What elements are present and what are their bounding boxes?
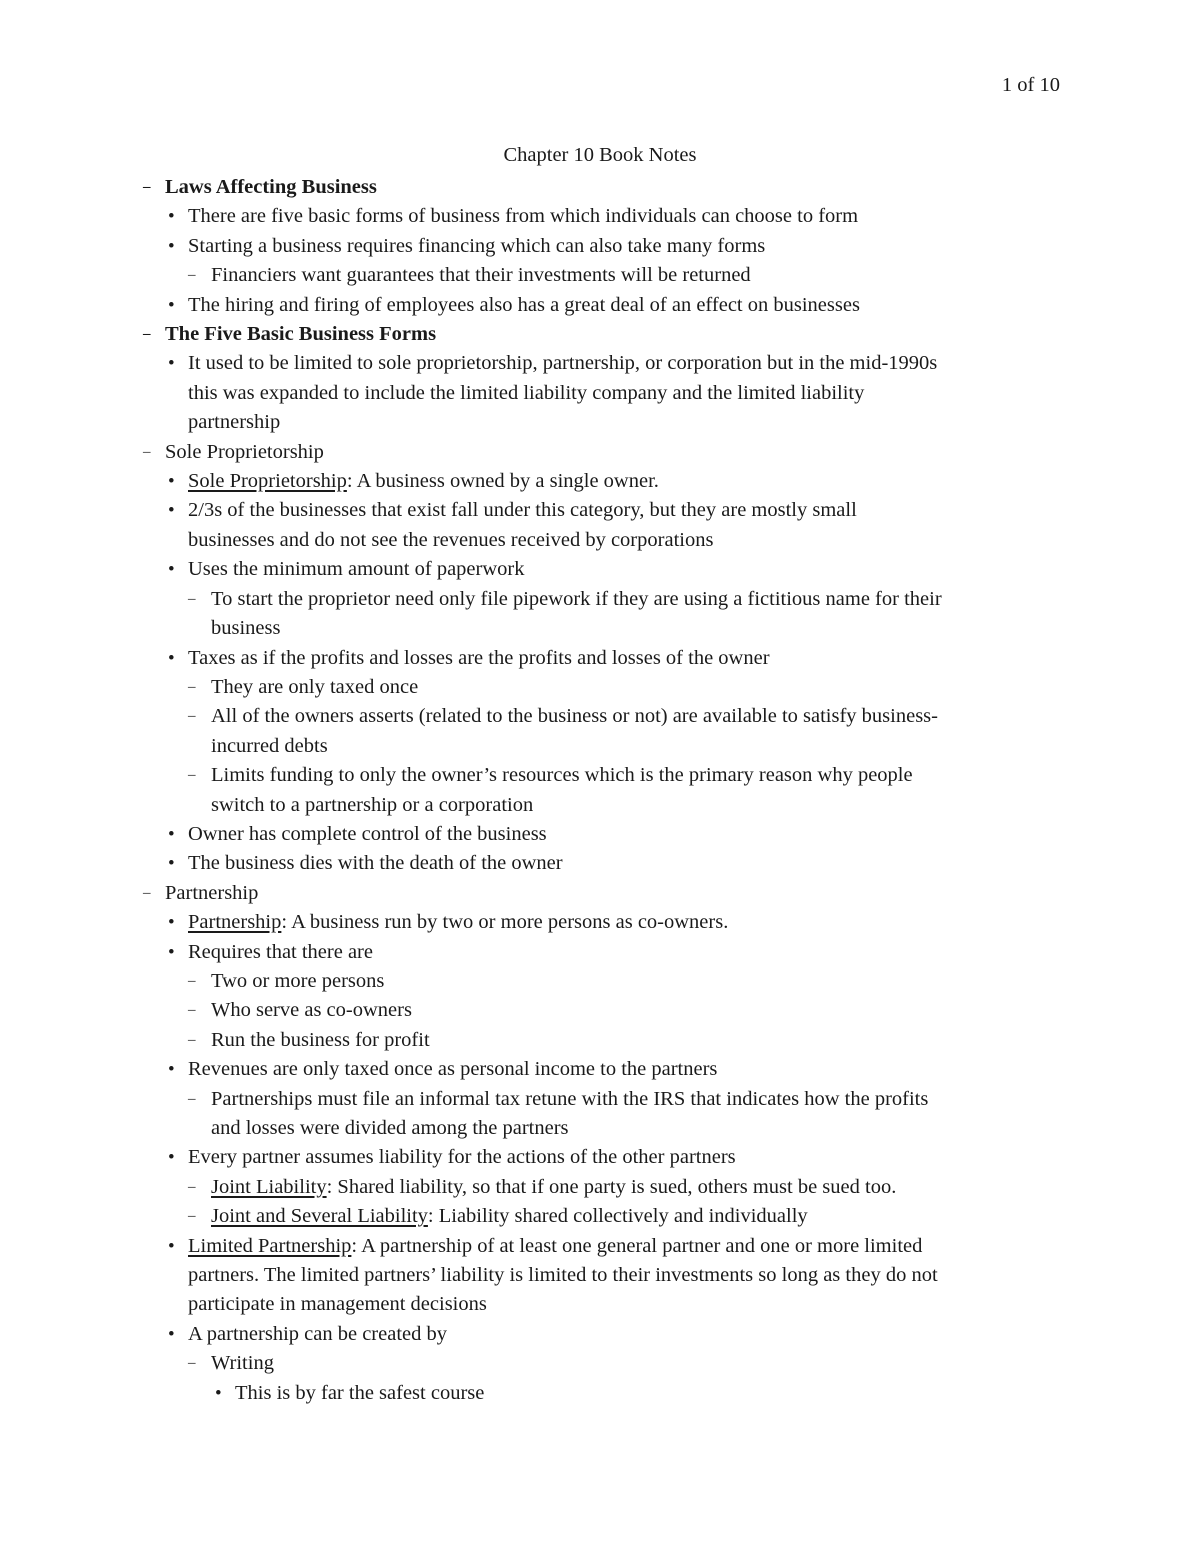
dash-marker: –	[188, 708, 196, 725]
note-text: Financiers want guarantees that their investments will be returned	[211, 264, 751, 287]
bullet-marker: •	[168, 206, 175, 228]
note-text: The business dies with the death of the owner	[188, 852, 563, 875]
note-line	[140, 996, 1080, 1025]
note-line	[140, 1202, 1080, 1231]
note-line	[140, 408, 1080, 437]
note-line	[140, 849, 1080, 878]
page-number: 1 of 10	[1001, 74, 1060, 96]
note-line	[140, 173, 1080, 202]
note-text: : A business owned by a single owner.	[346, 470, 659, 493]
bullet-marker: •	[168, 853, 175, 875]
bullet-marker: •	[168, 353, 175, 375]
dash-marker: –	[143, 443, 151, 460]
note-line	[140, 1320, 1080, 1349]
note-line	[140, 1349, 1080, 1378]
note-text: Sole Proprietorship	[165, 440, 324, 463]
note-text: Partnerships must file an informal tax retune with the IRS that indicates how the profits	[211, 1087, 929, 1110]
note-text: To start the proprietor need only file pipework if they are using a fictitious name for their	[211, 587, 942, 610]
note-text: switch to a partnership or a corporation	[211, 793, 534, 816]
dash-marker: –	[188, 1178, 196, 1195]
note-text: Every partner assumes liability for the actions of the other partners	[188, 1146, 736, 1169]
bullet-marker: •	[168, 1147, 175, 1169]
dash-marker: –	[188, 1031, 196, 1048]
note-line	[140, 261, 1080, 290]
note-text: Owner has complete control of the business	[188, 822, 547, 845]
dash-marker: –	[188, 678, 196, 695]
note-line	[140, 820, 1080, 849]
note-line	[140, 1379, 1080, 1408]
document-title: Chapter 10 Book Notes	[503, 144, 697, 166]
note-text: Who serve as co-owners	[211, 999, 412, 1022]
dash-marker: –	[188, 1090, 196, 1107]
bullet-marker: •	[168, 1059, 175, 1081]
note-text: business	[211, 617, 281, 640]
note-text: They are only taxed once	[211, 675, 419, 698]
note-text: Taxes as if the profits and losses are the profits and losses of the owner	[188, 646, 770, 669]
dash-marker: –	[188, 1002, 196, 1019]
note-line	[140, 585, 1080, 614]
note-text: A partnership can be created by	[188, 1322, 447, 1345]
note-line	[140, 908, 1080, 937]
note-line	[140, 526, 1080, 555]
bullet-marker: •	[168, 647, 175, 669]
note-text: participate in management decisions	[188, 1293, 487, 1316]
note-text: 2/3s of the businesses that exist fall under this category, but they are mostly small	[188, 499, 857, 522]
bullet-marker: •	[215, 1382, 222, 1404]
bullet-marker: •	[168, 1235, 175, 1257]
note-line	[140, 1114, 1080, 1143]
note-text: businesses and do not see the revenues received by corporations	[188, 528, 714, 551]
dash-marker: –	[143, 884, 151, 901]
defined-term: Sole Proprietorship	[188, 470, 347, 493]
note-text: and losses were divided among the partners	[211, 1117, 569, 1139]
note-line	[140, 644, 1080, 673]
note-text: Partnership	[165, 881, 259, 904]
defined-term: Joint Liability	[211, 1175, 327, 1198]
defined-term: Joint and Several Liability	[211, 1205, 428, 1228]
note-line	[140, 1290, 1080, 1319]
dash-marker: –	[188, 590, 196, 607]
note-text: All of the owners asserts (related to the business or not) are available to satisfy business-	[211, 705, 938, 728]
note-line	[140, 291, 1080, 320]
note-text: : A business run by two or more persons as co-owners.	[281, 911, 729, 934]
note-line	[140, 967, 1080, 996]
note-line	[140, 438, 1080, 467]
note-text: There are five basic forms of business from which individuals can choose to form	[188, 205, 859, 228]
note-line	[140, 1055, 1080, 1084]
note-line	[140, 673, 1080, 702]
note-text: incurred debts	[211, 734, 328, 757]
note-text: Starting a business requires financing which can also take many forms	[188, 234, 766, 257]
note-line	[140, 761, 1080, 790]
bullet-marker: •	[168, 294, 175, 316]
note-text: Revenues are only taxed once as personal income to the partners	[188, 1058, 718, 1081]
note-line	[140, 1232, 1080, 1261]
note-line	[140, 1173, 1080, 1202]
note-line	[140, 702, 1080, 731]
bullet-marker: •	[168, 1323, 175, 1345]
dash-marker: –	[188, 767, 196, 784]
note-text: It used to be limited to sole proprietorship, partnership, or corporation but in the mid-1990s	[188, 352, 938, 375]
dash-marker: –	[188, 1355, 196, 1372]
note-line	[140, 467, 1080, 496]
bullet-marker: •	[168, 912, 175, 934]
note-line	[140, 791, 1080, 820]
note-text: : A partnership of at least one general partner and one or more limited	[351, 1234, 923, 1257]
note-text: partnership	[188, 411, 281, 434]
bullet-marker: •	[168, 823, 175, 845]
dash-marker: –	[188, 972, 196, 989]
note-text: This is by far the safest course	[235, 1381, 485, 1404]
note-line	[140, 879, 1080, 908]
note-text: this was expanded to include the limited liability company and the limited liability	[188, 381, 865, 404]
note-line	[140, 349, 1080, 378]
bullet-marker: •	[168, 941, 175, 963]
note-line	[140, 1143, 1080, 1172]
bullet-marker: •	[168, 500, 175, 522]
note-text: Requires that there are	[188, 940, 373, 963]
note-line	[140, 379, 1080, 408]
note-line	[140, 320, 1080, 349]
defined-term: Limited Partnership	[188, 1234, 352, 1257]
note-line	[140, 496, 1080, 525]
note-text: partners. The limited partners’ liability is limited to their investments so long as they do not	[188, 1264, 938, 1287]
dash-marker: –	[188, 267, 196, 284]
dash-marker: –	[143, 326, 151, 343]
dash-marker: –	[143, 179, 151, 195]
note-text: The Five Basic Business Forms	[165, 323, 437, 346]
bullet-marker: •	[168, 235, 175, 257]
bullet-marker: •	[168, 471, 175, 493]
note-line	[140, 1026, 1080, 1055]
note-line	[140, 1261, 1080, 1290]
note-text: : Shared liability, so that if one party is sued, others must be sued too.	[326, 1175, 897, 1198]
note-line	[140, 732, 1080, 761]
defined-term: Partnership	[188, 911, 282, 934]
note-line	[140, 1085, 1080, 1114]
note-text: Limits funding to only the owner’s resources which is the primary reason why people	[211, 764, 913, 787]
note-text: Run the business for profit	[211, 1028, 430, 1051]
note-text: : Liability shared collectively and individually	[427, 1205, 808, 1228]
bullet-marker: •	[168, 559, 175, 581]
notes-body	[140, 173, 1080, 1408]
note-line	[140, 614, 1080, 643]
note-line	[140, 938, 1080, 967]
note-line	[140, 555, 1080, 584]
note-line	[140, 232, 1080, 261]
note-text: Two or more persons	[211, 969, 385, 992]
note-text: Uses the minimum amount of paperwork	[188, 558, 525, 581]
note-text: Laws Affecting Business	[165, 176, 377, 198]
dash-marker: –	[188, 1208, 196, 1225]
note-text: Writing	[211, 1352, 274, 1375]
note-text: The hiring and firing of employees also has a great deal of an effect on businesses	[188, 293, 860, 316]
note-line	[140, 202, 1080, 231]
